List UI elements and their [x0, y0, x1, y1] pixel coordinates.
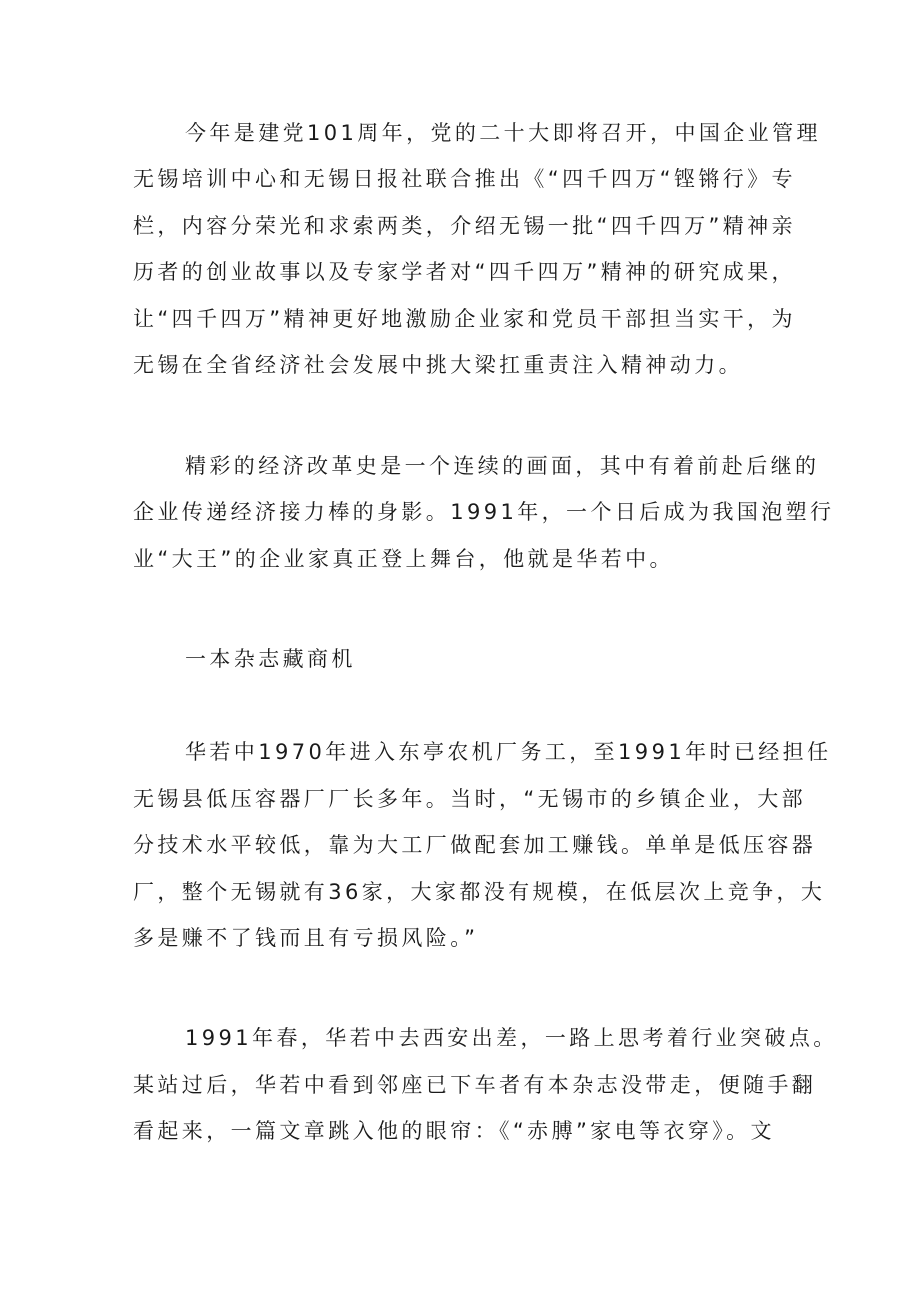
paragraph-3-line-2: 无锡县低压容器厂厂长多年。当时，“无锡市的乡镇企业，大部	[133, 787, 807, 811]
paragraph-2-line-2: 企业传递经济接力棒的身影。1991年，一个日后成为我国泡塑行	[133, 500, 835, 524]
paragraph-3-line-1: 华若中1970年进入东亭农机厂务工，至1991年时已经担任	[185, 740, 832, 764]
paragraph-2-line-3: 业“大王”的企业家真正登上舞台，他就是华若中。	[133, 547, 674, 571]
paragraph-2-line-1: 精彩的经济改革史是一个连续的画面，其中有着前赴后继的	[185, 454, 820, 478]
paragraph-3-line-5: 多是赚不了钱而且有亏损风险。”	[133, 926, 479, 950]
section-heading: 一本杂志藏商机	[185, 647, 356, 671]
paragraph-3-line-4: 厂，整个无锡就有36家，大家都没有规模，在低层次上竞争，大	[133, 880, 826, 904]
paragraph-1-line-1: 今年是建党101周年，党的二十大即将召开，中国企业管理	[185, 121, 821, 145]
paragraph-1-line-2: 无锡培训中心和无锡日报社联合推出《“四千四万“铿锵行》专	[133, 167, 796, 191]
paragraph-4-line-1: 1991年春，华若中去西安出差，一路上思考着行业突破点。	[185, 1026, 838, 1050]
paragraph-1-line-3: 栏，内容分荣光和求索两类，介绍无锡一批“四千四万”精神亲	[133, 214, 796, 238]
paragraph-1-line-4: 历者的创业故事以及专家学者对“四千四万”精神的研究成果，	[133, 260, 796, 284]
paragraph-1-line-5: 让“四千四万”精神更好地激励企业家和党员干部担当实干，为	[133, 307, 796, 331]
paragraph-4-line-3: 看起来，一篇文章跳入他的眼帘：《“赤膊”家电等衣穿》。文	[133, 1119, 775, 1143]
paragraph-3-line-3: 分技术水平较低，靠为大工厂做配套加工赚钱。单单是低压容器	[133, 833, 817, 857]
paragraph-4-line-2: 某站过后，华若中看到邻座已下车者有本杂志没带走，便随手翻	[133, 1073, 817, 1097]
paragraph-1-line-6: 无锡在全省经济社会发展中挑大梁扛重责注入精神动力。	[133, 353, 743, 377]
